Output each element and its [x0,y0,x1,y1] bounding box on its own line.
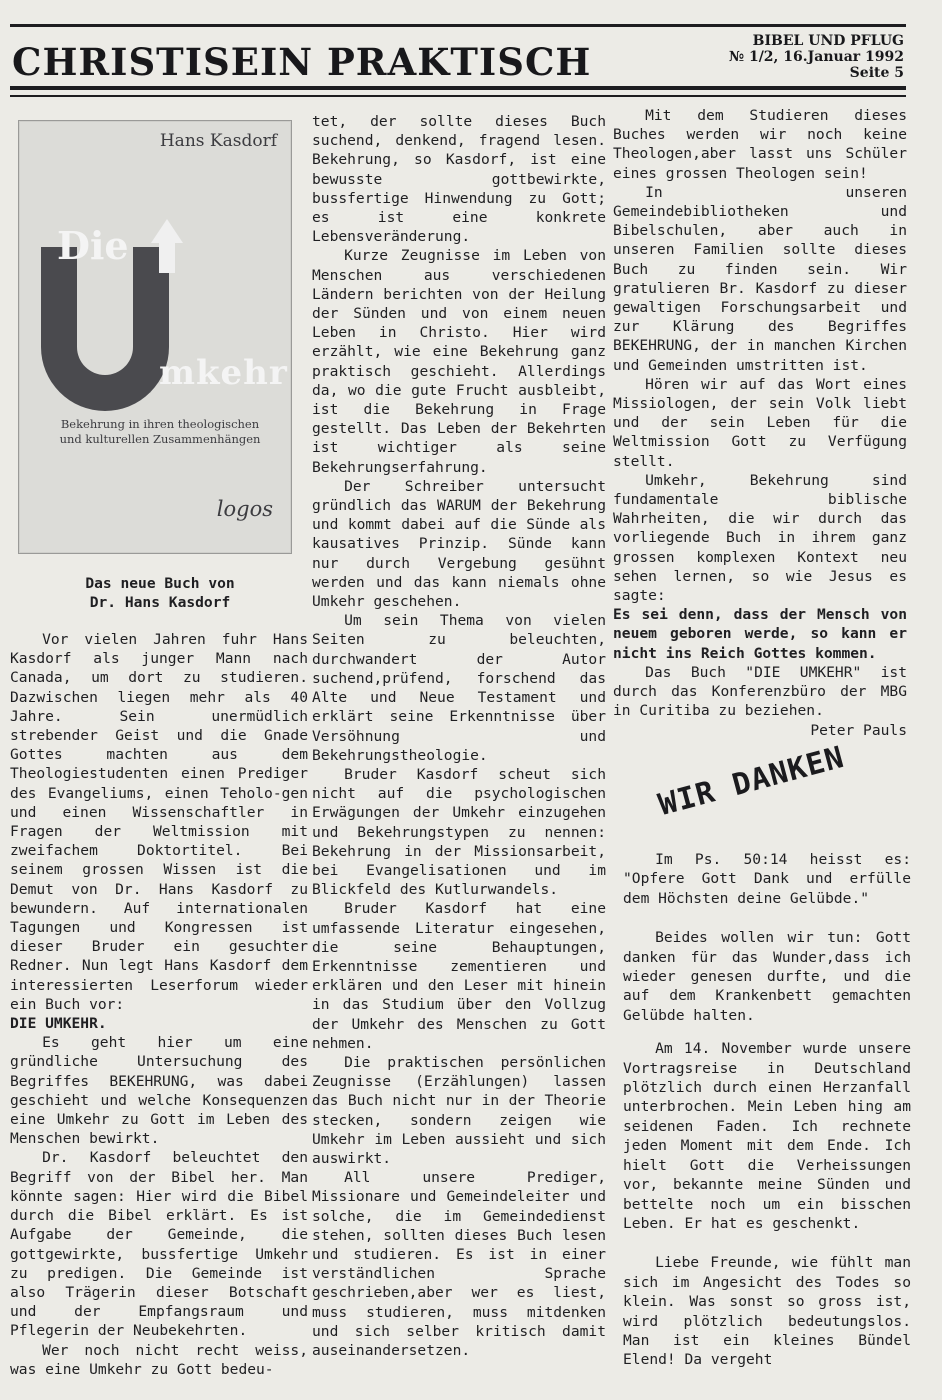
paragraph: All unsere Prediger, Missionare und Gemeindeleiter und solche, die im Gemeindedienst stehen, sollten dieses Buch lesen und studieren. Es ist in einer verständlichen Sprache geschrieben,aber wer es liest, muss studieren, muss mitdenken und sich selber kritisch damit auseinandersetzen. [312,1169,606,1359]
paragraph: Am 14. November wurde unsere Vortragsreise in Deutschland plötzlich durch einen Herzanfall unterbrochen. Mein Leben hing am seidenen Faden. Ich rechnete jeden Moment mit dem Ende. Ich hielt Gott die Verheissungen vor, bekannte meine Sünden und bettelte noch um ein bisschen Leben. Er hat es geschenkt. [623,1040,911,1232]
cover-author: Hans Kasdorf [159,131,277,151]
paragraph: Die praktischen persönlichen Zeugnisse (Erzählungen) lassen das Buch nicht nur in der Theorie stecken, sondern zeigen wie Umkehr im Leben aussieht und sich auswirkt. [312,1053,606,1167]
paragraph: Umkehr, Bekehrung sind fundamentale biblische Wahrheiten, die wir durch das vorliegende Buch in ihrem ganz grossen komplexen Kontext neu sehen lernen, so wie Jesus es sagte: [613,471,907,605]
paragraph: Liebe Freunde, wie fühlt man sich im Angesicht des Todes so klein. Was sonst so gross ist, wird plötzlich bedeutungslos. Man ist ein kleines Bündel Elend! Da vergeht [623,1254,911,1369]
paragraph: Vor vielen Jahren fuhr Hans Kasdorf als junger Mann nach Canada, um dort zu studieren. Dazwischen liegen mehr als 40 Jahre. Sein unermüdlich strebender Geist und die Gnade Gottes machten aus dem Theologiestudenten einen Prediger des Evangeliums, einen Teholo-gen und einen Wissenschaftler in Fragen der Weltmission mit zweifachem Doktortitel. Bei seinem grossen Wissen ist die Demut von Dr. Hans Kasdorf zu bewundern. Auf internationalen Tagungen und Kongressen ist dieser Bruder ein gesuchter Redner. Nun legt Hans Kasdorf dem interessierten Leserforum wieder ein Buch vor: [10,631,308,1013]
article-column-2 [312,112,606,1360]
paragraph: Kurze Zeugnisse im Leben von Menschen aus verschiedenen Ländern berichten von der Heilung der Sünden und von einem neuen Leben in Christo. Hier wird erzählt, wie eine Bekehrung ganz praktisch geschieht. Allerdings da, wo die gute Frucht ausbleibt, ist die Bekehrung in Frage gestellt. Das Leben der Bekehrten ist wichtiger als seine Bekehrungserfahrung. [312,247,606,476]
paragraph: Das Buch "DIE UMKEHR" ist durch das Konferenzbüro der MBG in Curitiba zu beziehen. [613,663,907,720]
issue-number: № 1/2, 16.Januar 1992 [728,49,904,65]
up-arrow-stem [159,241,175,273]
paragraph: Hören wir auf das Wort eines Missiologen, der sein Volk liebt und der sein Leben für die Weltmission Gott zu Verfügung stellt. [613,375,907,470]
paragraph: Wer noch nicht recht weiss, was eine Umkehr zu Gott bedeu- [10,1341,308,1378]
book-cover-image [18,120,292,554]
paragraph: Bruder Kasdorf hat eine umfassende Literatur eingesehen, die seine Behauptungen, Erkenntnisse zementieren und erklären und den Leser mit hinein in das Studium über den Vollzug der Umkehr des Menschen zu Gott nehmen. [312,900,606,1052]
caption-line: Dr. Hans Kasdorf [89,594,231,611]
cover-subtitle-line: Bekehrung in ihren theologischen [60,417,260,431]
cover-title-mkehr: mkehr [159,353,288,393]
cover-publisher: logos [216,497,273,521]
paragraph: Um sein Thema von vielen Seiten zu beleuchten, durchwandert der Autor suchend,prüfend, forschend das Alte und Neue Testament und erklärt seine Erkenntnisse über Versöhnung und Bekehrungstheologie. [312,612,606,764]
paragraph: Es geht hier um eine gründliche Untersuchung des Begriffes BEKEHRUNG, was dabei geschieht und welche Konsequenzen eine Umkehr zu Gott im Leben des Menschen bewirkt. [10,1034,308,1148]
page-number: Seite 5 [849,65,904,81]
header-bottom-rule-thin [10,95,906,97]
paragraph: tet, der sollte dieses Buch suchend, denkend, fragend lesen. Bekehrung, so Kasdorf, ist eine bewusste gottbewirkte, bussfertige Hinwendung zu Gott; es ist eine konkrete Lebensveränderung. [312,113,606,246]
paragraph: Bruder Kasdorf scheut sich nicht auf die psychologischen Erwägungen der Umkehr einzugehen und Bekehrungstypen zu nennen: Bekehrung in der Missionsarbeit, bei Evangelisationen und im Blickfeld des Kutlurwandels. [312,765,606,899]
paragraph: Dr. Kasdorf beleuchtet den Begriff von der Bibel her. Man könnte sagen: Hier wird die Bibel durch die Bibel erklärt. Es ist Aufgabe der Gemeinde, die gottgewirkte, bussfertige Umkehr zu predigen. Die Gemeinde ist also Trägerin dieser Botschaft und der Empfangsraum und Pflegerin der Neubekehrten. [10,1149,308,1340]
paragraph: In unseren Gemeindebibliotheken und Bibelschulen, aber auch in unseren Familien sollte dieses Buch zu finden sein. Wir gratulieren Br. Kasdorf zu dieser gewaltigen Forschungsarbeit und zur Klärung des Begriffes BEKEHRUNG, der in manchen Kirchen und Gemeinden umstritten ist. [613,183,907,374]
thanks-article [623,850,911,1370]
book-title-line: DIE UMKEHR. [10,1015,107,1033]
paragraph: Beides wollen wir tun: Gott danken für das Wunder,dass ich wieder genesen durfte, und die auf dem Krankenbett gemachten Gelübde halten. [623,929,911,1024]
section-heading-wir-danken: WIR DANKEN [654,739,849,823]
cover-title-die: Die [57,223,129,268]
caption-line: Das neue Buch von [85,575,235,592]
cover-u-letter [41,247,169,411]
header-top-rule [10,24,906,27]
bible-quote: Es sei denn, dass der Mensch von neuem geboren werde, so kann er nicht ins Reich Gottes kommen. [613,606,907,662]
publication-name: BIBEL UND PFLUG [752,33,904,49]
author-signature: Peter Pauls [810,721,907,739]
up-arrow-icon [151,219,183,243]
image-caption [18,574,302,612]
paragraph: Im Ps. 50:14 heisst es: "Opfere Gott Dank und erfülle dem Höchsten deine Gelübde." [623,851,911,907]
issue-info [729,33,904,81]
article-column-1 [10,630,308,1379]
header-bottom-rule [10,86,906,90]
page-title: CHRISTISEIN PRAKTISCH [12,40,592,84]
paragraph: Mit dem Studieren dieses Buches werden wir noch keine Theologen,aber lasst uns Schüler eines grossen Theologen sein! [613,107,907,182]
cover-subtitle-line: und kulturellen Zusammenhängen [59,432,261,446]
article-column-3 [613,106,907,740]
paragraph: Der Schreiber untersucht gründlich das WARUM der Bekehrung und kommt dabei auf die Sünde als kausatives Prinzip. Sünde kann nur durch Vergebung gesühnt werden und das kann niemals ohne Umkehr geschehen. [312,477,606,611]
cover-subtitle [39,417,281,447]
